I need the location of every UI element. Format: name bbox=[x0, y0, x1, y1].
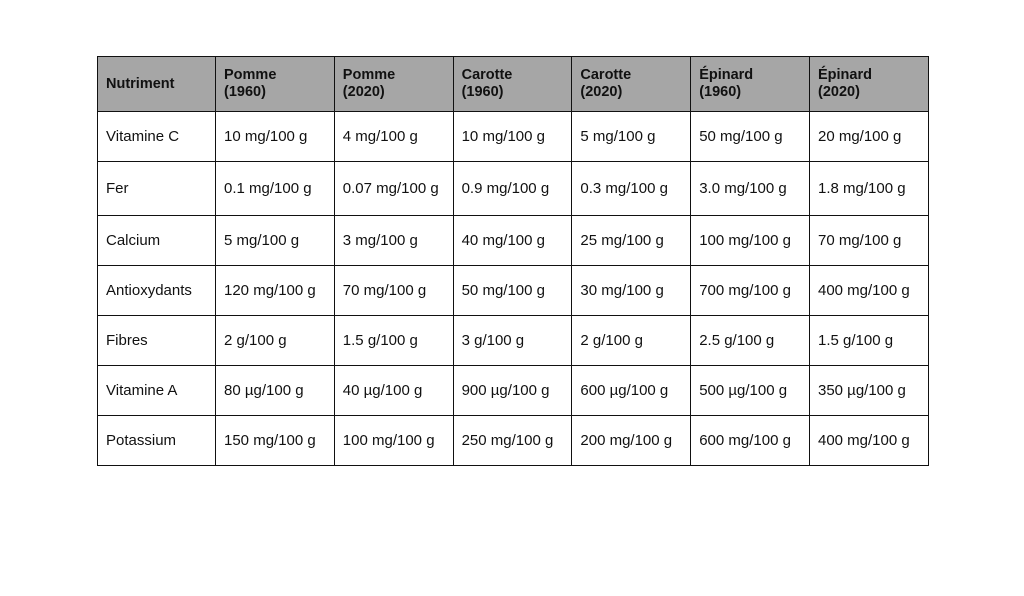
table-cell: 1.5 g/100 g bbox=[809, 316, 928, 366]
table-cell: 5 mg/100 g bbox=[216, 216, 335, 266]
header-row bbox=[98, 57, 929, 112]
header-label: Pomme bbox=[224, 67, 277, 83]
nutrient-name-cell: Fer bbox=[98, 162, 216, 216]
table-cell: 100 mg/100 g bbox=[334, 416, 453, 466]
nutrient-comparison-table bbox=[97, 56, 929, 466]
table-cell: 500 µg/100 g bbox=[691, 366, 810, 416]
table-cell: 400 mg/100 g bbox=[809, 266, 928, 316]
header-year: (1960) bbox=[699, 84, 742, 100]
nutrient-name-cell: Fibres bbox=[98, 316, 216, 366]
table-cell: 200 mg/100 g bbox=[572, 416, 691, 466]
table-cell: 10 mg/100 g bbox=[453, 112, 572, 162]
header-epinard-1960 bbox=[691, 57, 810, 112]
table-cell: 900 µg/100 g bbox=[453, 366, 572, 416]
table-cell: 20 mg/100 g bbox=[809, 112, 928, 162]
table-cell: 70 mg/100 g bbox=[809, 216, 928, 266]
table-cell: 600 µg/100 g bbox=[572, 366, 691, 416]
table-cell: 3.0 mg/100 g bbox=[691, 162, 810, 216]
table-cell: 80 µg/100 g bbox=[216, 366, 335, 416]
nutrient-table-container bbox=[97, 56, 929, 466]
table-cell: 600 mg/100 g bbox=[691, 416, 810, 466]
table-cell: 50 mg/100 g bbox=[691, 112, 810, 162]
nutrient-name-cell: Vitamine C bbox=[98, 112, 216, 162]
table-row bbox=[98, 366, 929, 416]
table-cell: 120 mg/100 g bbox=[216, 266, 335, 316]
header-label: Épinard bbox=[699, 67, 754, 83]
table-cell: 40 µg/100 g bbox=[334, 366, 453, 416]
table-cell: 4 mg/100 g bbox=[334, 112, 453, 162]
table-row bbox=[98, 266, 929, 316]
header-year: (2020) bbox=[342, 84, 385, 100]
nutrient-name-cell: Vitamine A bbox=[98, 366, 216, 416]
nutrient-name-cell: Potassium bbox=[98, 416, 216, 466]
table-cell: 0.07 mg/100 g bbox=[334, 162, 453, 216]
header-nutriment bbox=[98, 57, 216, 112]
table-row bbox=[98, 216, 929, 266]
header-year: (1960) bbox=[224, 84, 266, 100]
table-cell: 2.5 g/100 g bbox=[691, 316, 810, 366]
table-row bbox=[98, 316, 929, 366]
table-row bbox=[98, 162, 929, 216]
header-epinard-2020 bbox=[809, 57, 928, 112]
table-cell: 700 mg/100 g bbox=[691, 266, 810, 316]
table-cell: 400 mg/100 g bbox=[809, 416, 928, 466]
header-label: Nutriment bbox=[106, 75, 175, 92]
table-cell: 0.1 mg/100 g bbox=[216, 162, 335, 216]
table-cell: 100 mg/100 g bbox=[691, 216, 810, 266]
table-cell: 2 g/100 g bbox=[216, 316, 335, 366]
table-row bbox=[98, 112, 929, 162]
header-year: (1960) bbox=[461, 84, 504, 100]
table-cell: 150 mg/100 g bbox=[216, 416, 335, 466]
nutrient-name-cell: Antioxydants bbox=[98, 266, 216, 316]
table-cell: 70 mg/100 g bbox=[334, 266, 453, 316]
table-cell: 3 mg/100 g bbox=[334, 216, 453, 266]
table-cell: 3 g/100 g bbox=[453, 316, 572, 366]
header-year: (2020) bbox=[580, 84, 623, 100]
table-cell: 50 mg/100 g bbox=[453, 266, 572, 316]
header-label: Épinard bbox=[817, 67, 872, 83]
table-cell: 5 mg/100 g bbox=[572, 112, 691, 162]
table-cell: 0.3 mg/100 g bbox=[572, 162, 691, 216]
table-cell: 1.8 mg/100 g bbox=[809, 162, 928, 216]
table-cell: 30 mg/100 g bbox=[572, 266, 691, 316]
header-label: Carotte bbox=[580, 67, 632, 83]
table-row bbox=[98, 416, 929, 466]
table-cell: 40 mg/100 g bbox=[453, 216, 572, 266]
table-cell: 250 mg/100 g bbox=[453, 416, 572, 466]
header-label: Carotte bbox=[461, 67, 513, 83]
header-pomme-2020 bbox=[334, 57, 453, 112]
header-year: (2020) bbox=[817, 84, 860, 100]
header-pomme-1960 bbox=[216, 57, 335, 112]
table-cell: 350 µg/100 g bbox=[809, 366, 928, 416]
header-label: Pomme bbox=[342, 67, 396, 83]
header-carotte-2020 bbox=[572, 57, 691, 112]
table-cell: 0.9 mg/100 g bbox=[453, 162, 572, 216]
table-cell: 25 mg/100 g bbox=[572, 216, 691, 266]
header-carotte-1960 bbox=[453, 57, 572, 112]
table-cell: 10 mg/100 g bbox=[216, 112, 335, 162]
nutrient-name-cell: Calcium bbox=[98, 216, 216, 266]
table-cell: 2 g/100 g bbox=[572, 316, 691, 366]
table-cell: 1.5 g/100 g bbox=[334, 316, 453, 366]
